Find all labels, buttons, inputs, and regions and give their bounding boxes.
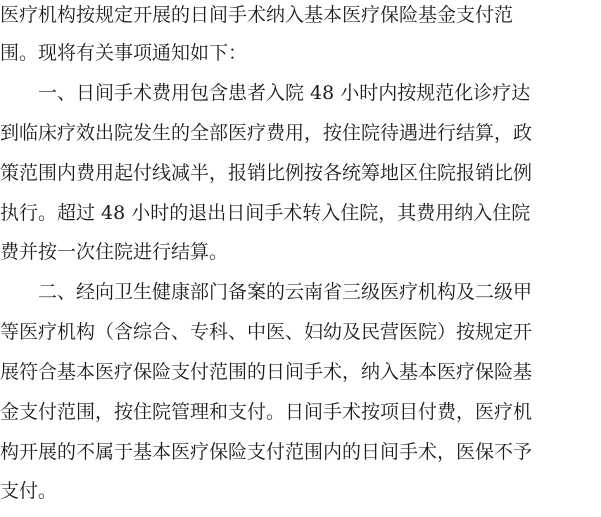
section-2-line-4: 金支付范围，按住院管理和支付。日间手术按项目付费，医疗机 — [0, 401, 533, 423]
section-2-line-5: 构开展的不属于基本医疗保险支付范围内的日间手术，医保不予 — [0, 441, 533, 463]
section-2-line-1: 二、经向卫生健康部门备案的云南省三级医疗机构及二级甲 — [38, 281, 533, 303]
intro-line-1: 医疗机构按规定开展的日间手术纳入基本医疗保险基金支付范 — [0, 4, 514, 26]
section-2-line-6: 支付。 — [0, 480, 58, 502]
section-1-line-5: 费并按一次住院进行结算。 — [0, 241, 229, 263]
section-2-line-3: 展符合基本医疗保险支付范围的日间手术，纳入基本医疗保险基 — [0, 361, 533, 383]
section-1-line-3: 策范围内费用起付线减半，报销比例按各统筹地区住院报销比例 — [0, 162, 533, 184]
section-2-line-2: 等医疗机构（含综合、专科、中医、妇幼及民营医院）按规定开 — [0, 321, 533, 343]
intro-line-2: 围。现将有关事项通知如下： — [0, 42, 248, 64]
section-1-line-4: 执行。超过 48 小时的退出日间手术转入住院，其费用纳入住院 — [0, 202, 531, 224]
section-1-line-2: 到临床疗效出院发生的全部医疗费用，按住院待遇进行结算，政 — [0, 122, 533, 144]
section-1-line-1: 一、日间手术费用包含患者入院 48 小时内按规范化诊疗达 — [38, 82, 531, 104]
